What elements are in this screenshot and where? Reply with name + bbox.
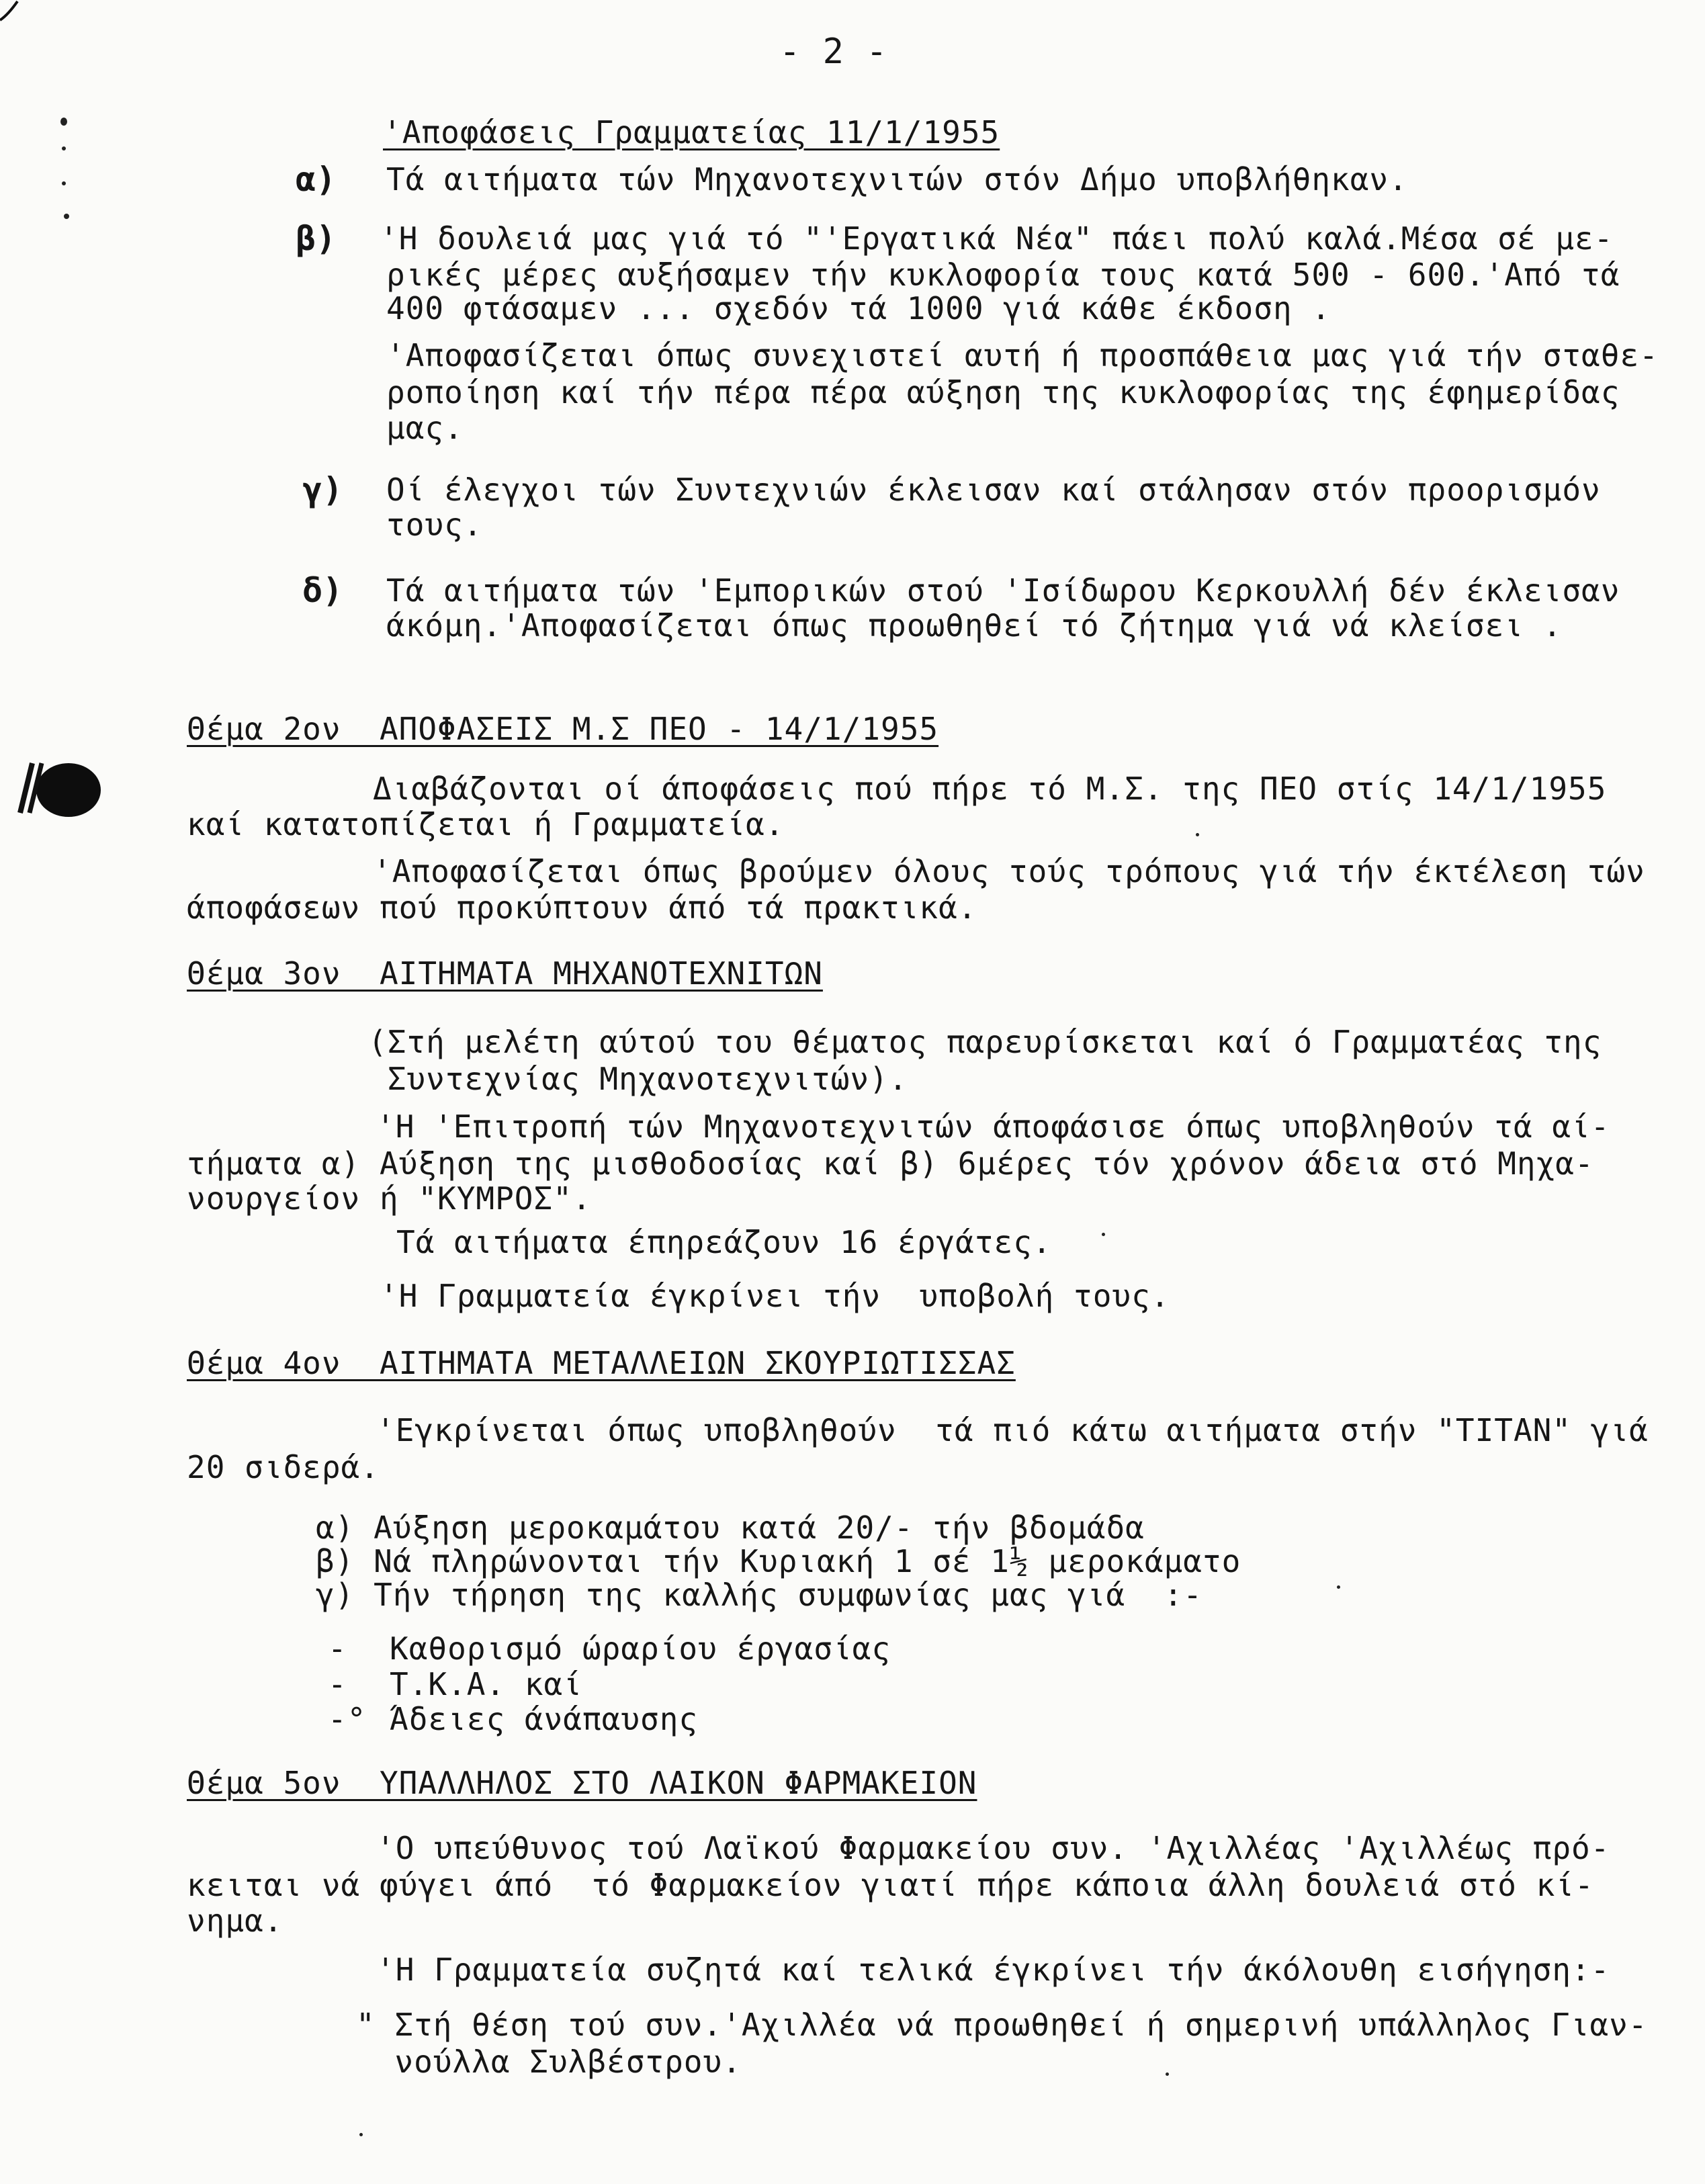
scan-speck: [1166, 2072, 1169, 2076]
item-b-label: β): [296, 219, 337, 258]
section5-p1-line-2: κειται νά φύγει άπό τό Φαρμακείον γιατί πήρε κάποια άλλη δουλειά στό κί-: [187, 1867, 1594, 1903]
item-b2-line-2: ροποίηση καί τήν πέρα πέρα αύξηση της κυκλοφορίας της έφημερίδας: [386, 374, 1620, 410]
section2-p1-line-1: Διαβάζονται οί άποφάσεις πού πήρε τό Μ.Σ. της ΠΕΟ στίς 14/1/1955: [373, 771, 1607, 807]
item-b-line-1: 'Η δουλειά μας γιά τό "'Εργατικά Νέα" πάει πολύ καλά.Μέσα σέ με-: [380, 220, 1614, 257]
section5-p1-line-1: 'Ο υπεύθυνος τού Λαϊκού Φαρμακείου συν. 'Αχιλλέας 'Αχιλλέως πρό-: [376, 1830, 1610, 1866]
section5-p3-line-1: " Στή θέση τού συν.'Αχιλλέα νά προωθηθεί ή σημερινή υπάλληλος Γιαν-: [356, 2007, 1648, 2043]
item-b2-line-1: 'Αποφασίζεται όπως συνεχιστεί αυτή ή προσπάθεια μας γιά τήν σταθε-: [386, 337, 1659, 374]
section5-p1-line-3: νημα.: [187, 1903, 283, 1939]
section3-p4-line-1: 'Η Γραμματεία έγκρίνει τήν υποβολή τους.: [380, 1278, 1170, 1314]
scan-speck: [64, 214, 69, 219]
scan-speck: [62, 181, 66, 185]
item-a-line-1: Τά αιτήματα τών Μηχανοτεχνιτών στόν Δήμο υποβλήθηκαν.: [386, 161, 1408, 198]
section5-p3-line-2: νούλλα Συλβέστρου.: [356, 2044, 742, 2080]
section5-p2-line-1: 'Η Γραμματεία συζητά καί τελικά έγκρίνει τήν άκόλουθη εισήγηση:-: [376, 1952, 1610, 1988]
bullet-mark: -: [328, 1630, 347, 1667]
item-b2-line-3: μας.: [386, 410, 464, 446]
scan-speck: [1102, 1233, 1105, 1236]
corner-mark: [0, 0, 27, 27]
section4-item-a: α) Αύξηση μεροκαμάτου κατά 20/- τήν βδομάδα: [316, 1510, 1145, 1546]
bullet-item-2: Τ.Κ.Α. καί: [390, 1666, 582, 1702]
section1-heading: 'Αποφάσεις Γραμματείας 11/1/1955: [383, 114, 1000, 150]
bullet-mark: -: [328, 1666, 347, 1702]
ink-blot: [7, 751, 107, 825]
item-d-label: δ): [302, 571, 343, 610]
item-c-line-1: Οί έλεγχοι τών Συντεχνιών έκλεισαν καί στάλησαν στόν προορισμόν: [386, 472, 1601, 508]
bullet-item-1: Καθορισμό ώραρίου έργασίας: [390, 1630, 891, 1667]
section2-p2-line-1: 'Αποφασίζεται όπως βρούμεν όλους τούς τρόπους γιά τήν έκτέλεση τών: [373, 853, 1645, 889]
item-a-label: α): [296, 160, 337, 199]
section4-item-c: γ) Τήν τήρηση της καλλής συμφωνίας μας γιά :-: [316, 1577, 1203, 1613]
scan-speck: [1196, 833, 1199, 836]
scan-speck: [359, 2133, 363, 2136]
item-b-line-3: 400 φτάσαμεν ... σχεδόν τά 1000 γιά κάθε έκδοση .: [386, 290, 1331, 326]
page-number: - 2 -: [779, 32, 888, 72]
item-c-label: γ): [302, 470, 343, 509]
section2-heading: Θέμα 2ον ΑΠΟΦΑΣΕΙΣ Μ.Σ ΠΕΟ - 14/1/1955: [187, 711, 939, 747]
item-d-line-2: άκόμη.'Αποφασίζεται όπως προωθηθεί τό ζήτημα γιά νά κλείσει .: [386, 607, 1563, 644]
section4-heading: Θέμα 4ον ΑΙΤΗΜΑΤΑ ΜΕΤΑΛΛΕΙΩΝ ΣΚΟΥΡΙΩΤΙΣΣΑΣ: [187, 1345, 1016, 1381]
section3-p3-line-1: Τά αιτήματα έπηρεάζουν 16 έργάτες.: [396, 1224, 1052, 1260]
section5-heading: Θέμα 5ον ΥΠΑΛΛΗΛΟΣ ΣΤΟ ΛΑΙΚΟΝ ΦΑΡΜΑΚΕΙΟΝ: [187, 1765, 977, 1801]
section3-p2-line-3: νουργείον ή "ΚΥΜΡΟΣ".: [187, 1180, 592, 1217]
section3-p1-line-1: (Στή μελέτη αύτού του θέματος παρευρίσκεται καί ό Γραμματέας της: [368, 1024, 1602, 1060]
scan-speck: [1337, 1585, 1340, 1589]
section2-p2-line-2: άποφάσεων πού προκύπτουν άπό τά πρακτικά.: [187, 889, 977, 926]
section3-p2-line-1: 'Η 'Επιτροπή τών Μηχανοτεχνιτών άποφάσισε όπως υποβληθούν τά αί-: [376, 1108, 1610, 1145]
bullet-item-3: Άδειες άνάπαυσης: [390, 1701, 699, 1737]
section3-p2-line-2: τήματα α) Αύξηση της μισθοδοσίας καί β) 6μέρες τόν χρόνον άδεια στό Μηχα-: [187, 1145, 1594, 1182]
bullet-mark: -°: [328, 1701, 367, 1737]
section3-heading: Θέμα 3ον ΑΙΤΗΜΑΤΑ ΜΗΧΑΝΟΤΕΧΝΙΤΩΝ: [187, 955, 823, 992]
scan-speck: [60, 118, 67, 126]
item-c-line-2: τους.: [386, 507, 483, 543]
section4-intro-line-1: 'Εγκρίνεται όπως υποβληθούν τά πιό κάτω αιτήματα στήν "ΤΙΤΑΝ" γιά: [376, 1412, 1649, 1448]
section4-item-b: β) Νά πληρώνονται τήν Κυριακή 1 σέ 1½ μεροκάματο: [316, 1543, 1241, 1579]
section2-p1-line-2: καί κατατοπίζεται ή Γραμματεία.: [187, 806, 785, 842]
section3-p1-line-2: Συντεχνίας Μηχανοτεχνιτών).: [368, 1061, 908, 1097]
item-b-line-2: ρικές μέρες αυξήσαμεν τήν κυκλοφορία τους κατά 500 - 600.'Από τά: [386, 257, 1620, 293]
scan-speck: [62, 146, 66, 150]
item-d-line-1: Τά αιτήματα τών 'Εμπορικών στού 'Ισίδωρου Κερκουλλή δέν έκλεισαν: [386, 572, 1620, 609]
section4-intro-line-2: 20 σιδερά.: [187, 1449, 380, 1485]
